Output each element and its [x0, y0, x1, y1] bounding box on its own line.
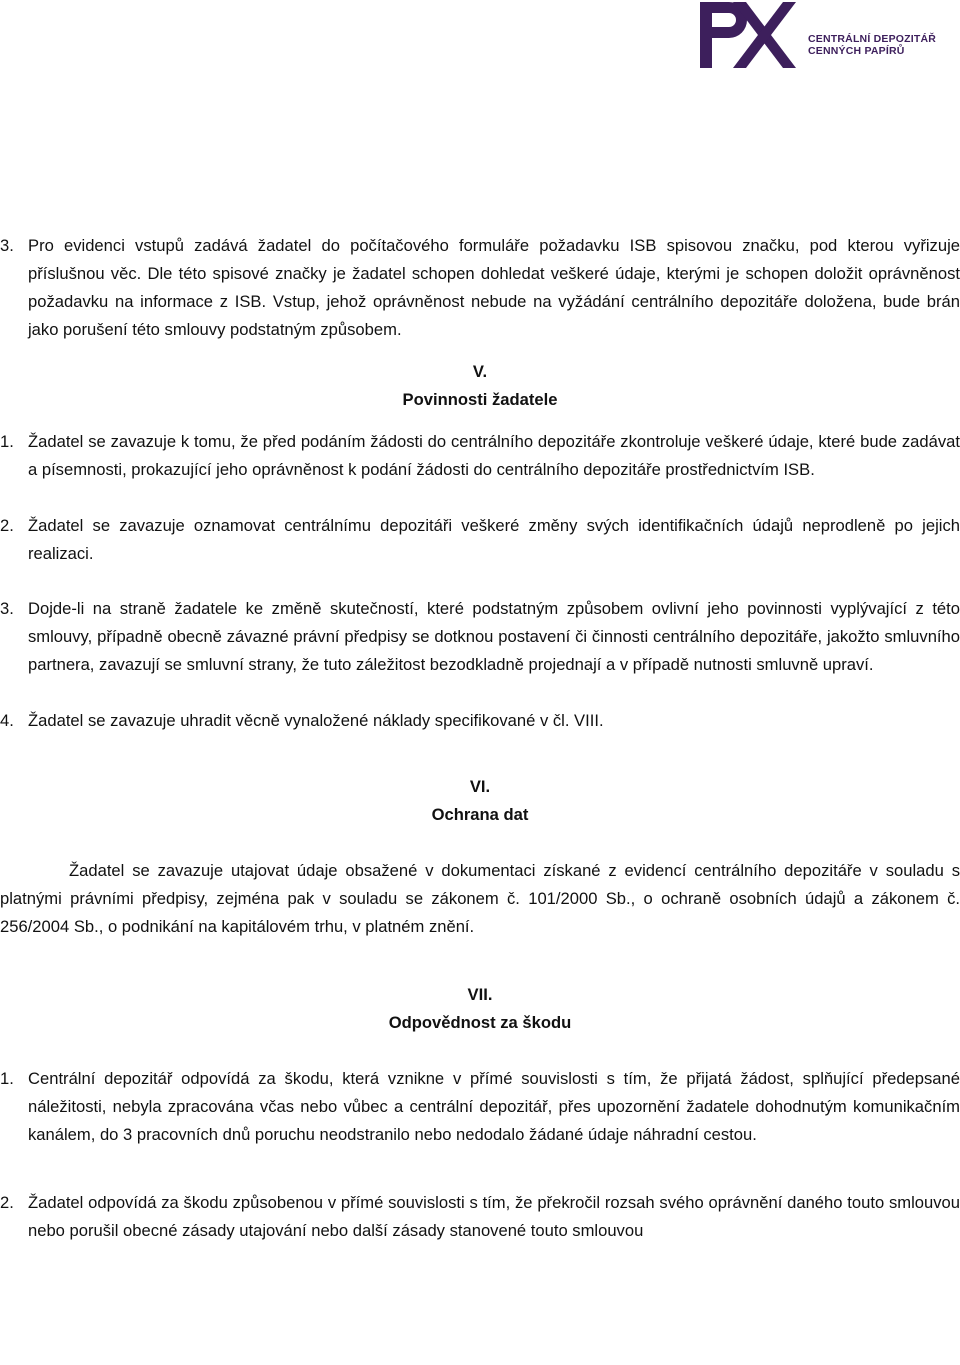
list-item	[0, 428, 960, 484]
item-text: Žadatel odpovídá za škodu způsobenou v přímé souvislosti s tím, že překročil rozsah svého oprávnění daného touto smlouvou nebo porušil obecné zásady utajování nebo další zásady stanovené touto smlouvou	[28, 1193, 960, 1240]
item-number: 1.	[0, 1069, 14, 1088]
item-text: Žadatel se zavazuje uhradit věcně vynaložené náklady specifikované v čl. VIII.	[28, 711, 604, 730]
document-body	[0, 232, 960, 1245]
paragraph: Žadatel se zavazuje utajovat údaje obsažené v dokumentaci získané z evidencí centrálního depozitáře v souladu s platnými právními předpisy, zejména pak v souladu se zákonem č. 101/2000 Sb., o ochraně osobních údajů a zákonem č. 256/2004 Sb., o podnikání na kapitálovém trhu, v platném znění.	[0, 861, 960, 936]
item-text: Žadatel se zavazuje oznamovat centrálnímu depozitáři veškeré změny svých identifikačních údajů neprodleně po jejich realizaci.	[28, 516, 960, 563]
logo-line-2: CENNÝCH PAPÍRŮ	[808, 45, 905, 57]
item-text: Centrální depozitář odpovídá za škodu, která vznikne v přímé souvislosti s tím, že přijatá žádost, splňující předepsané náležitosti, nebyla zpracována včas nebo vůbec a centrální depozitář, přes upozornění žadatele dohodnutým komunikačním kanálem, do 3 pracovních dnů poruchu neodstranilo nebo nedodalo žádané údaje náhradní cestou.	[28, 1069, 960, 1144]
list-item	[0, 512, 960, 568]
section-title: Povinnosti žadatele	[402, 390, 558, 409]
list-item	[0, 232, 960, 344]
item-number: 4.	[0, 711, 14, 730]
item-text: Pro evidenci vstupů zadává žadatel do počítačového formuláře požadavku ISB spisovou značku, pod kterou vyřizuje příslušnou věc. Dle této spisové značky je žadatel schopen dohledat veškeré údaje, kterými je schopen doložit oprávněnost požadavku na informace z ISB. Vstup, jehož oprávněnost nebude na vyžádání centrálního depozitáře doložena, bude brán jako porušení této smlouvy podstatným způsobem.	[28, 236, 960, 339]
section-title: Ochrana dat	[431, 805, 529, 824]
section-number: VI.	[469, 777, 491, 796]
item-number: 2.	[0, 516, 14, 535]
item-number: 2.	[0, 1193, 14, 1212]
item-text: Žadatel se zavazuje k tomu, že před podáním žádosti do centrálního depozitáře zkontroluje veškeré údaje, které bude zadávat a písemnosti, prokazující jeho oprávněnost k podání žádosti do centrálního depozitáře prostřednictvím ISB.	[28, 432, 960, 479]
px-logo-icon	[699, 0, 799, 72]
section-number: V.	[472, 362, 488, 381]
logo-line-1: CENTRÁLNÍ DEPOZITÁŘ	[808, 33, 937, 45]
item-number: 3.	[0, 599, 14, 618]
section-number: VII.	[467, 985, 493, 1004]
list-item	[0, 595, 960, 679]
item-number: 3.	[0, 236, 14, 255]
item-number: 1.	[0, 432, 14, 451]
list-item	[0, 1189, 960, 1245]
item-text: Dojde-li na straně žadatele ke změně skutečností, které podstatným způsobem ovlivní jeho povinnosti vyplývající z této smlouvy, případně obecně závazné právní předpisy se dotknou postavení či činnosti centrálního depozitáře, jakožto smluvního partnera, zavazují se smluvní strany, že tuto záležitost bezodkladně projednají a v případě nutnosti smluvně upraví.	[28, 599, 960, 674]
section-title: Odpovědnost za škodu	[388, 1013, 572, 1032]
company-logo	[699, 0, 939, 72]
list-item	[0, 707, 960, 735]
logo-wordmark	[808, 33, 936, 57]
list-item	[0, 1065, 960, 1149]
